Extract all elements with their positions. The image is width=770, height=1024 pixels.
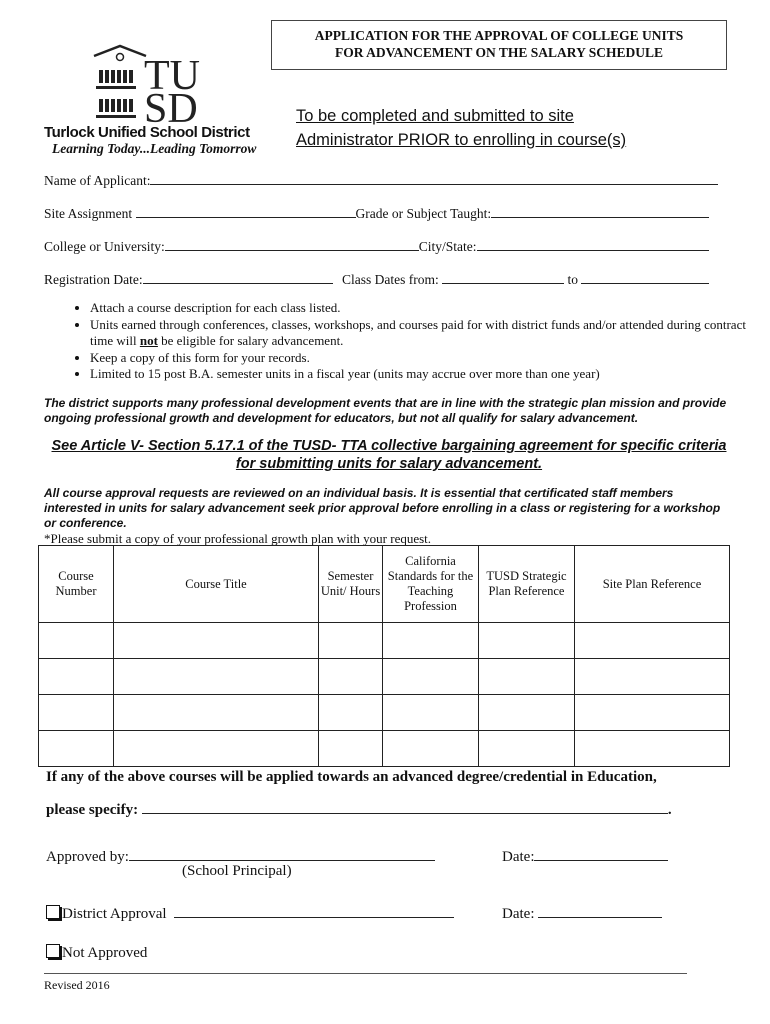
logo-mark-top: TU — [144, 53, 200, 99]
not-approved-checkbox[interactable] — [46, 944, 60, 958]
bullet-2-emphasis: not — [139, 333, 158, 349]
approved-by-label: Approved by: — [46, 849, 129, 865]
header-semester-units: Semester Unit/ Hours — [319, 546, 383, 623]
professional-development-note: The district supports many professional development events that are in line with the strategic plan mission and provide ongoing professional growth and development for educators, but not all qualify for salary advancement. — [44, 396, 727, 425]
applicant-name-label: Name of Applicant: — [44, 173, 151, 188]
growth-plan-note: *Please submit a copy of your professional growth plan with your request. — [44, 531, 432, 546]
bullet-2-text: Units earned through conferences, classes, workshops, and courses paid for with district funds and/or attended during contract time will — [90, 316, 746, 349]
bullet-1-text: Attach a course description for each class listed. — [90, 300, 341, 315]
list-item — [90, 366, 750, 383]
approved-by-field[interactable] — [129, 846, 435, 861]
table-cell[interactable] — [575, 659, 730, 695]
date1-field[interactable] — [534, 846, 668, 861]
table-cell[interactable] — [479, 695, 575, 731]
list-item — [90, 300, 750, 317]
list-item — [90, 317, 750, 350]
form-title-line1: APPLICATION FOR THE APPROVAL OF COLLEGE UNITS — [314, 28, 684, 43]
district-approval-checkbox[interactable] — [46, 905, 60, 919]
table-cell[interactable] — [575, 731, 730, 767]
district-approval-field[interactable] — [174, 903, 454, 918]
table-cell[interactable] — [39, 731, 114, 767]
grade-field[interactable] — [491, 205, 709, 218]
degree-specify-row: please specify: . — [46, 799, 672, 819]
registration-date-label: Registration Date: — [44, 272, 143, 287]
table-cell[interactable] — [479, 623, 575, 659]
form-title-box — [271, 20, 727, 70]
table-cell[interactable] — [39, 695, 114, 731]
to-label: to — [567, 272, 578, 287]
table-cell[interactable] — [575, 623, 730, 659]
approval-policy-note: All course approval requests are reviewed on an individual basis. It is essential that certificated staff members interested in units for salary advancement seek prior approval before enrolling in a class or registering for a workshop or conference. — [44, 486, 721, 530]
instructions-list — [66, 300, 750, 383]
table-cell[interactable] — [114, 731, 319, 767]
degree-question: If any of the above courses will be applied towards an advanced degree/credential in Education, — [46, 769, 657, 785]
table-cell[interactable] — [319, 731, 383, 767]
list-item — [90, 350, 750, 367]
table-cell[interactable] — [114, 695, 319, 731]
college-label: College or University: — [44, 239, 165, 254]
form-title-line2: FOR ADVANCEMENT ON THE SALARY SCHEDULE — [335, 45, 663, 60]
logo-district-name: Turlock Unified School District — [44, 124, 250, 141]
table-cell[interactable] — [39, 623, 114, 659]
notice-line1: To be completed and submitted to site — [296, 107, 574, 125]
site-assignment-label: Site Assignment — [44, 206, 133, 221]
table-cell[interactable] — [383, 695, 479, 731]
table-header-row — [39, 546, 730, 623]
header-california-standards: California Standards for the Teaching Profession — [383, 546, 479, 623]
table-row — [39, 623, 730, 659]
dates-row — [44, 271, 709, 288]
table-cell[interactable] — [319, 623, 383, 659]
footer-divider — [44, 973, 687, 974]
college-row — [44, 238, 709, 255]
header-site-plan: Site Plan Reference — [575, 546, 730, 623]
header-tusd-strategic-plan: TUSD Strategic Plan Reference — [479, 546, 575, 623]
revision-note: Revised 2016 — [44, 978, 110, 992]
submission-notice — [296, 104, 626, 152]
bullet-2-tail: be eligible for salary advancement. — [157, 333, 344, 349]
class-dates-label: Class Dates from: — [341, 272, 439, 287]
grade-label: Grade or Subject Taught: — [355, 206, 492, 221]
degree-specify-field[interactable] — [142, 799, 668, 814]
city-state-label: City/State: — [418, 239, 477, 254]
course-table — [38, 545, 730, 767]
school-principal-label: (School Principal) — [182, 863, 292, 879]
district-approval-row — [46, 903, 454, 923]
table-row — [39, 731, 730, 767]
table-cell[interactable] — [479, 659, 575, 695]
table-cell[interactable] — [39, 659, 114, 695]
table-cell[interactable] — [319, 659, 383, 695]
table-row — [39, 695, 730, 731]
header-course-title: Course Title — [114, 546, 319, 623]
registration-date-field[interactable] — [143, 271, 333, 284]
district-approval-label: District Approval — [62, 906, 167, 922]
bullet-3-text: Keep a copy of this form for your records. — [90, 349, 310, 365]
bullet-4-text: Limited to 15 post B.A. semester units in a fiscal year (units may accrue over more than one year) — [90, 366, 600, 382]
date2-label: Date: — [502, 906, 535, 922]
header-course-number: Course Number — [39, 546, 114, 623]
table-cell[interactable] — [383, 731, 479, 767]
date1-label: Date: — [502, 849, 535, 865]
not-approved-label: Not Approved — [62, 945, 148, 961]
college-field[interactable] — [165, 238, 419, 251]
notice-line2: Administrator PRIOR to enrolling in course(s) — [296, 131, 627, 149]
table-cell[interactable] — [575, 695, 730, 731]
logo-tagline: Learning Today...Leading Tomorrow — [52, 141, 257, 156]
date2-field[interactable] — [538, 903, 662, 918]
degree-specify-label: please specify: — [46, 802, 139, 818]
date2-row — [502, 903, 662, 923]
site-assignment-field[interactable] — [136, 205, 356, 218]
class-date-to-field[interactable] — [581, 271, 709, 284]
table-cell[interactable] — [114, 659, 319, 695]
article-reference: See Article V- Section 5.17.1 of the TUSD- TTA collective bargaining agreement for specific criteria for submitting units for salary advancement. — [51, 438, 727, 472]
applicant-name-field[interactable] — [150, 172, 718, 185]
table-row — [39, 659, 730, 695]
class-date-from-field[interactable] — [442, 271, 564, 284]
table-cell[interactable] — [479, 731, 575, 767]
logo-mark-bottom: SD — [144, 86, 198, 132]
not-approved-row — [46, 944, 147, 962]
city-state-field[interactable] — [477, 238, 709, 251]
site-row — [44, 205, 709, 222]
table-cell[interactable] — [319, 695, 383, 731]
applicant-name-row — [44, 172, 718, 189]
table-cell[interactable] — [383, 659, 479, 695]
table-cell[interactable] — [383, 623, 479, 659]
date1-row — [502, 846, 668, 866]
table-cell[interactable] — [114, 623, 319, 659]
